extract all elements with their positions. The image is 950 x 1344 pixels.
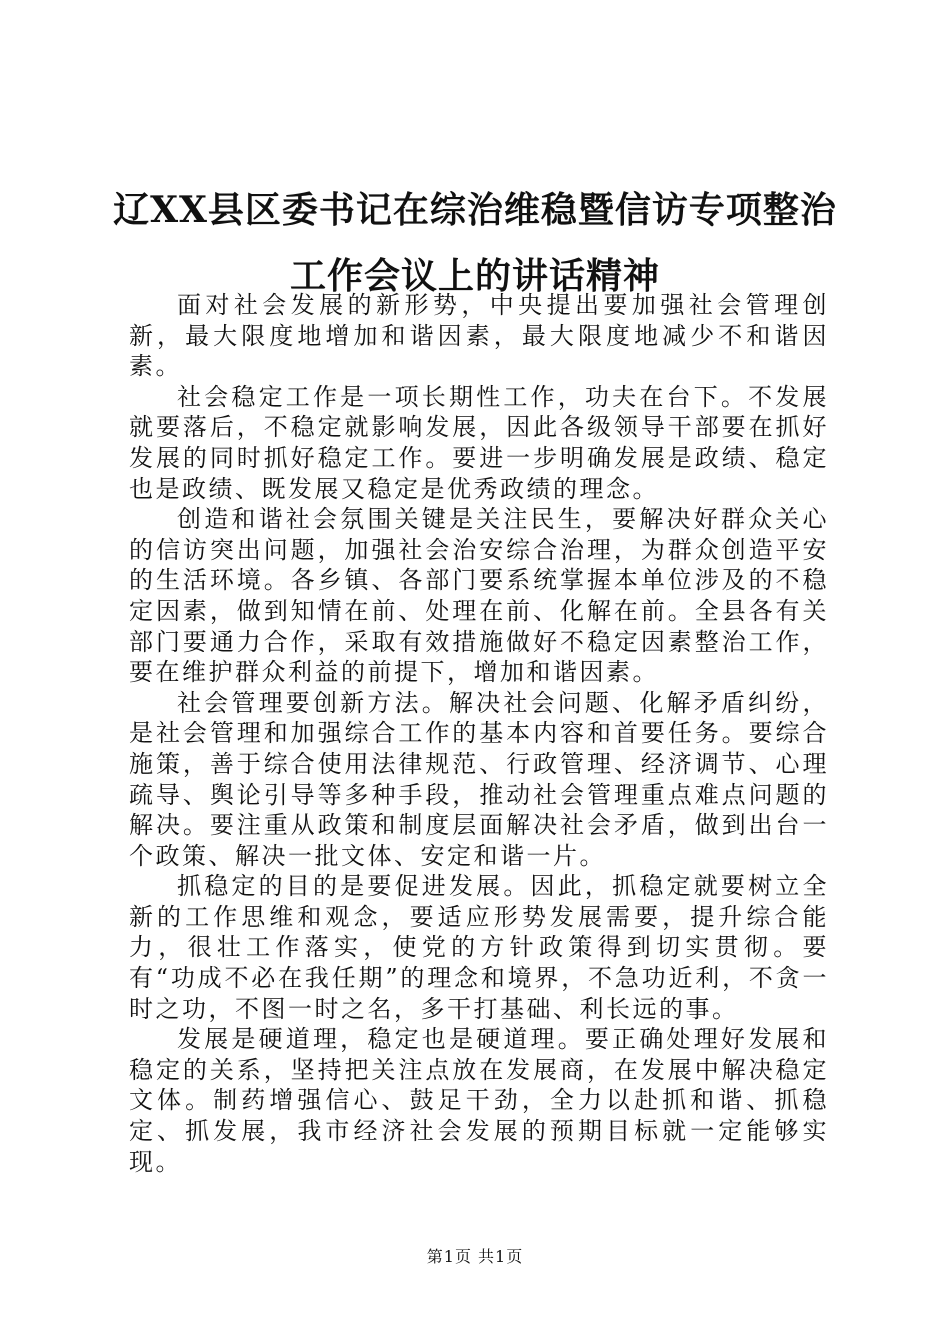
document-title-line-2: 工作会议上的讲话精神 — [289, 255, 660, 297]
paragraph: 面对社会发展的新形势，中央提出要加强社会管理创新，最大限度地增加和谐因素，最大限度地减少不和谐因素。 — [129, 291, 829, 381]
document-body — [129, 290, 829, 1177]
paragraph: 创造和谐社会氛围关键是关注民生，要解决好群众关心的信访突出问题，加强社会治安综合治理，为群众创造平安的生活环境。各乡镇、各部门要系统掌握本单位涉及的不稳定因素，做到知情在前、处理在前、化解在前。全县各有关部门要通力合作，采取有效措施做好不稳定因素整治工作，要在维护群众利益的前提下，增加和谐因素。 — [129, 505, 829, 687]
page-number-footer: 第1页 共1页 — [426, 1247, 524, 1266]
paragraph: 发展是硬道理，稳定也是硬道理。要正确处理好发展和稳定的关系，坚持把关注点放在发展商，在发展中解决稳定文体。制药增强信心、鼓足干劲，全力以赴抓和谐、抓稳定、抓发展，我市经济社会发展的预期目标就一定能够实现。 — [129, 1025, 829, 1176]
paragraph: 社会管理要创新方法。解决社会问题、化解矛盾纠纷，是社会管理和加强综合工作的基本内容和首要任务。要综合施策，善于综合使用法律规范、行政管理、经济调节、心理疏导、舆论引导等多种手段，推动社会管理重点难点问题的解决。要注重从政策和制度层面解决社会矛盾，做到出台一个政策、解决一批文体、安定和谐一片。 — [129, 688, 829, 870]
paragraph: 社会稳定工作是一项长期性工作，功夫在台下。不发展就要落后，不稳定就影响发展，因此各级领导干部要在抓好发展的同时抓好稳定工作。要进一步明确发展是政绩、稳定也是政绩、既发展又稳定是优秀政绩的理念。 — [129, 382, 829, 503]
paragraph: 抓稳定的目的是要促进发展。因此，抓稳定就要树立全新的工作思维和观念，要适应形势发展需要，提升综合能力，很壮工作落实，使党的方针政策得到切实贯彻。要有“功成不必在我任期”的理念和境界，不急功近利，不贪一时之功，不图一时之名，多干打基础、利长远的事。 — [129, 872, 829, 1023]
document-title-line-1: 辽XX县区委书记在综治维稳暨信访专项整治 — [113, 189, 837, 231]
